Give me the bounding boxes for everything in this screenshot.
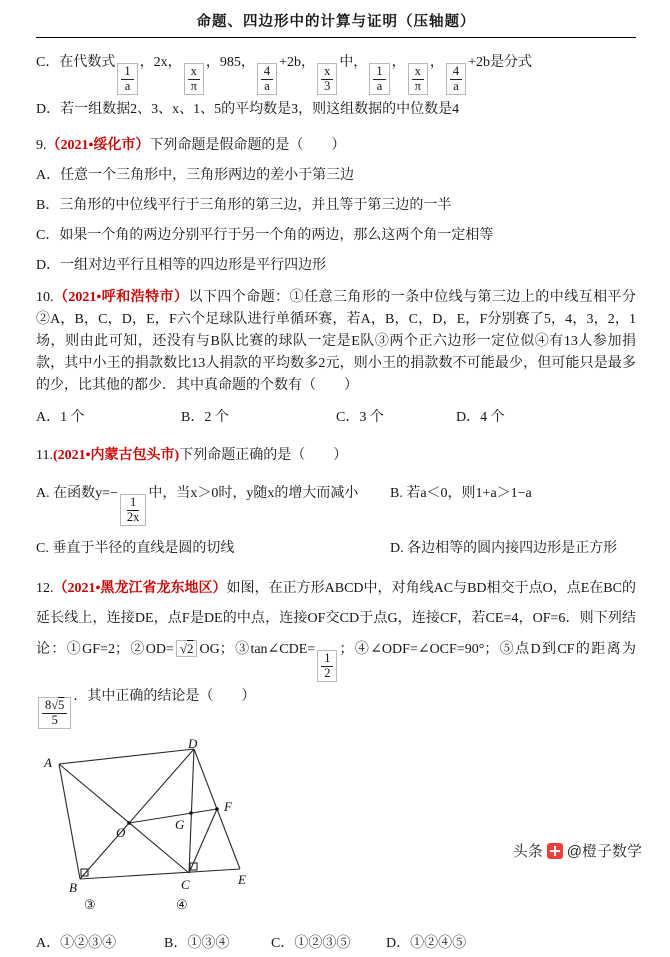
radical-sqrt-2: √2 — [176, 640, 198, 657]
q10-option-a: A．1 个 — [36, 410, 85, 425]
point-label-o: O — [116, 825, 126, 840]
q10-source: （2021•呼和浩特市） — [53, 290, 189, 305]
point-label-f: F — [224, 799, 232, 814]
q12-text: ；④∠ODF=∠OCF=90°；⑤点D到CF的距离为 — [339, 642, 636, 657]
item-c-text: ， — [429, 55, 444, 70]
q12-option-a: A．①②③④ — [36, 936, 117, 951]
q11-option-a — [36, 486, 359, 524]
q10-option-b: B．2 个 — [181, 410, 229, 425]
fraction-x-over-pi: $\frac{x}{\pi}$ — [184, 63, 204, 95]
vertex-label-b: B — [69, 880, 77, 895]
watermark-prefix: 头条 — [512, 843, 543, 860]
fraction-4-over-a: $\frac{4}{a}$ — [257, 63, 277, 95]
item-c-text: ，985， — [205, 55, 255, 70]
q12-option-b: B．①③④ — [164, 936, 230, 951]
item-c-text: +2b， — [279, 55, 316, 70]
watermark-handle: @橙子数学 — [566, 843, 642, 860]
q10-option-c: C．3 个 — [336, 410, 384, 425]
item-c-text: ，2x， — [139, 55, 182, 70]
item-d: D．若一组数据2、3、x、1、5的平均数是3，则这组数据的中位数是4 — [36, 102, 460, 117]
q12-options — [36, 931, 636, 957]
fraction-1-over-2x: $\frac{1}{2x}$ — [120, 494, 147, 526]
q11-option-a-text: 中，当x＞0时，y随x的增大而减小 — [148, 486, 359, 501]
toutiao-logo-icon — [547, 843, 563, 859]
item-c-prefix: C．在代数式 — [36, 55, 116, 70]
q11-option-b: B. 若a＜0，则1+a＞1−a — [390, 486, 532, 501]
q10-number: 10. — [36, 290, 54, 305]
q12-stem — [36, 574, 636, 729]
item-c-text: ， — [391, 55, 406, 70]
q12-option-c: C．①②③⑤ — [271, 936, 351, 951]
q12-option-d: D．①②④⑤ — [386, 936, 467, 951]
item-c-text: +2b是分式 — [468, 55, 533, 70]
vertex-label-a: A — [44, 755, 52, 770]
q10-question: 以下四个命题：①任意三角形的一条中位线与第三边上的中线互相平分②A，B，C，D，E，F六个足球队进行单循环赛，若A，B，C，D，E，F分别赛了5，4，3，2，1场，则由此可知，还没有与B队比赛的球队一定是E队③两个正六边形一定位似④有13人参加捐款，其中小王的捐款数比13人捐款的平均数多2元，则小王的捐款数不可能最少，但可能只是最多的少，比其他的都少．其中真命题的个数有（ ） — [36, 290, 637, 393]
q9-option-b: B．三角形的中位线平行于三角形的第三边，并且等于第三边的一半 — [36, 198, 452, 213]
q12-text: OG；③tan∠CDE= — [199, 642, 316, 657]
fraction-1-over-a: $\frac{1}{a}$ — [369, 63, 389, 95]
item-c-text: 中， — [339, 55, 368, 70]
figure-lines — [59, 749, 240, 879]
q10-option-d: D．4 个 — [456, 410, 505, 425]
q9-option-d: D．一组对边平行且相等的四边形是平行四边形 — [36, 258, 327, 273]
fraction-4-over-a: $\frac{4}{a}$ — [446, 63, 466, 95]
q11-question: 下列命题正确的是（ ） — [179, 448, 348, 463]
q9-option-a: A．任意一个三角形中，三角形两边的差小于第三边 — [36, 168, 355, 183]
q12-number: 12. — [36, 581, 54, 596]
q12-source: （2021•黑龙江省龙东地区） — [53, 581, 227, 596]
q11-number: 11. — [36, 448, 53, 463]
vertex-label-d: D — [188, 739, 198, 751]
q11-source: (2021•内蒙古包头市) — [52, 448, 180, 463]
watermark — [513, 840, 642, 861]
fraction-8root5-over-5: $\frac{8√5}{5}$ — [38, 697, 71, 729]
q11-stem — [36, 441, 636, 471]
vertex-label-e: E — [238, 872, 246, 887]
q9-number: 9. — [36, 138, 47, 153]
q11-options-cd — [36, 534, 636, 564]
q11-option-d: D. 各边相等的圆内接四边形是正方形 — [390, 541, 618, 556]
q9-stem — [36, 131, 636, 161]
q10-options — [36, 405, 636, 431]
point-label-g: G — [175, 817, 185, 832]
q11-option-a-text: A. 在函数y=− — [36, 486, 118, 501]
fraction-1-over-a: $\frac{1}{a}$ — [117, 63, 137, 95]
figure-note-4: ④ — [176, 897, 188, 912]
q9-option-c: C．如果一个角的两边分别平行于另一个角的两边，那么这两个角一定相等 — [36, 228, 494, 243]
q9-source: （2021•绥化市） — [46, 138, 150, 153]
right-angle-mark-b — [81, 869, 88, 876]
q11-option-c: C. 垂直于半径的直线是圆的切线 — [36, 541, 235, 556]
fraction-x-over-pi: $\frac{x}{\pi}$ — [408, 63, 428, 95]
fraction-1-over-2: $\frac{1}{2}$ — [317, 650, 337, 682]
square-abcd-diagram — [42, 739, 322, 897]
vertex-label-c: C — [181, 877, 190, 892]
q12-text: 如图，在正方形ABCD中，对角线AC与BD相交于点O，点E在BC的延长线上，连接DE，点F是DE的中点，连接OF交CD于点G，连接CF，若CE=4，OF=6．则下列结论：①GF=2；②OD= — [36, 581, 636, 657]
fraction-x-over-3: $\frac{x}{3}$ — [317, 63, 337, 95]
figure-note-3: ③ — [84, 897, 96, 912]
q12-text: ．其中正确的结论是（ ） — [73, 689, 256, 704]
q9-question: 下列命题是假命题的是（ ） — [149, 138, 346, 153]
q10-stem — [36, 287, 636, 397]
q11-options-ab — [36, 479, 636, 526]
q12-figure — [42, 739, 342, 923]
item-c — [36, 46, 636, 95]
page-title: 命题、四边形中的计算与证明（压轴题） — [36, 10, 636, 38]
